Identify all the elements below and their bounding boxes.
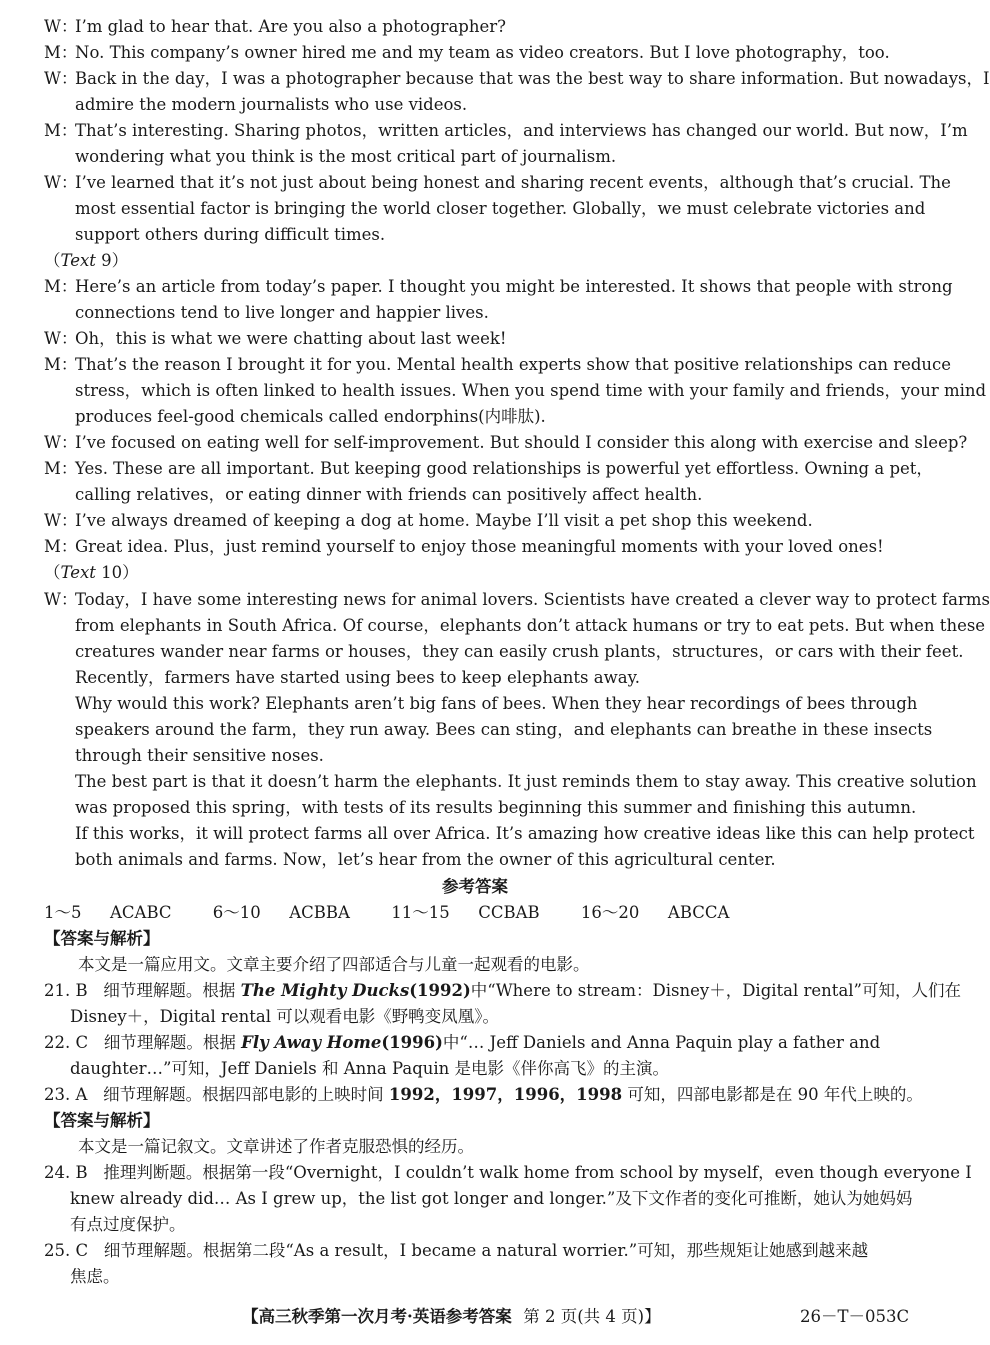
monologue-line-cont: creatures wander near farms or houses，they can easily crush plants，structures，or cars with their feet. xyxy=(75,642,964,661)
monologue-line-cont: The best part is that it doesn’t harm the elephants. It just reminds them to stay away. This creative solution xyxy=(75,772,977,791)
dialogue-line: W：I’m glad to hear that. Are you also a photographer? xyxy=(44,17,506,36)
answer-group: 16～20 ABCCA xyxy=(580,903,730,922)
answer-group: 11～15 CCBAB xyxy=(391,903,540,922)
dialogue-line-cont: support others during difficult times. xyxy=(75,225,386,244)
analysis-item-25-cont: 焦虑。 xyxy=(70,1267,120,1286)
footer-code: 26－T－053C xyxy=(800,1307,910,1326)
dialogue-line: W：Back in the day，I was a photographer because that was the best way to share information. But nowadays，I xyxy=(44,69,990,88)
text10-heading: （Text 10） xyxy=(44,563,139,582)
footer-title: 【高三秋季第一次月考·英语参考答案 第 2 页(共 4 页)】 xyxy=(242,1307,661,1326)
monologue-line-cont: If this works，it will protect farms all over Africa. It’s amazing how creative ideas like this can help protect xyxy=(75,824,975,843)
analysis-item-24-cont: knew already did… As I grew up，the list got longer and longer.”及下文作者的变化可推断，她认为她妈妈 xyxy=(70,1189,913,1208)
answer-group: 1～5 ACABC xyxy=(44,903,172,922)
monologue-line-cont: Recently，farmers have started using bees to keep elephants away. xyxy=(75,668,640,687)
analysis-header: 【答案与解析】 xyxy=(44,929,160,948)
analysis-item-21-cont: Disney＋，Digital rental 可以观看电影《野鸭变凤凰》。 xyxy=(70,1007,500,1026)
monologue-line: W：Today，I have some interesting news for animal lovers. Scientists have created a clever way to protect farms xyxy=(44,590,990,609)
monologue-line-cont: from elephants in South Africa. Of course，elephants don’t attack humans or try to eat pets. But when these xyxy=(75,616,986,635)
analysis-intro: 本文是一篇应用文。文章主要介绍了四部适合与儿童一起观看的电影。 xyxy=(78,955,590,974)
dialogue-line-cont: stress，which is often linked to health issues. When you spend time with your family and friends，your mind xyxy=(75,381,987,400)
monologue-line-cont: Why would this work? Elephants aren’t big fans of bees. When they hear recordings of bees through xyxy=(75,694,918,713)
answer-key-row xyxy=(44,900,910,926)
monologue-line-cont: speakers around the farm，they run away. Bees can sting，and elephants can breathe in these insects xyxy=(75,720,933,739)
answer-group: 6～10 ACBBA xyxy=(212,903,350,922)
dialogue-line-cont: admire the modern journalists who use videos. xyxy=(75,95,468,114)
analysis-item-24-cont: 有点过度保护。 xyxy=(70,1215,186,1234)
dialogue-line: W：I’ve learned that it’s not just about being honest and sharing recent events，although that’s crucial. The xyxy=(44,173,951,192)
analysis-item-21: 21. B 细节理解题。根据 The Mighty Ducks(1992)中“Where to stream：Disney＋，Digital rental”可知，人们在 xyxy=(44,981,961,1000)
text9-heading: （Text 9） xyxy=(44,251,129,270)
answer-key-title: 参考答案 xyxy=(442,877,508,896)
dialogue-line: W：Oh，this is what we were chatting about last week! xyxy=(44,329,507,348)
monologue-line-cont: both animals and farms. Now，let’s hear from the owner of this agricultural center. xyxy=(75,850,776,869)
monologue-line-cont: was proposed this spring，with tests of its results beginning this summer and finishing this autumn. xyxy=(75,798,917,817)
dialogue-line: M：That’s interesting. Sharing photos，written articles，and interviews has changed our world. But now，I’m xyxy=(44,121,968,140)
dialogue-line-cont: produces feel-good chemicals called endorphins(内啡肽). xyxy=(75,407,546,426)
analysis-item-22-cont: daughter…”可知，Jeff Daniels 和 Anna Paquin 是电影《伴你高飞》的主演。 xyxy=(70,1059,670,1078)
dialogue-line-cont: connections tend to live longer and happier lives. xyxy=(75,303,489,322)
analysis-header: 【答案与解析】 xyxy=(44,1111,160,1130)
dialogue-line: M：That’s the reason I brought it for you. Mental health experts show that positive relationships can reduce xyxy=(44,355,952,374)
analysis-item-23: 23. A 细节理解题。根据四部电影的上映时间 1992，1997，1996，1998 可知，四部电影都是在 90 年代上映的。 xyxy=(44,1085,923,1104)
analysis-item-25: 25. C 细节理解题。根据第二段“As a result，I became a natural worrier.”可知，那些规矩让她感到越来越 xyxy=(44,1241,869,1260)
dialogue-line: M：Great idea. Plus，just remind yourself to enjoy those meaningful moments with your loved ones! xyxy=(44,537,884,556)
dialogue-line-cont: calling relatives，or eating dinner with friends can positively affect health. xyxy=(75,485,703,504)
dialogue-line-cont: wondering what you think is the most critical part of journalism. xyxy=(75,147,617,166)
dialogue-line: M：Here’s an article from today’s paper. I thought you might be interested. It shows that people with strong xyxy=(44,277,953,296)
analysis-intro: 本文是一篇记叙文。文章讲述了作者克服恐惧的经历。 xyxy=(78,1137,474,1156)
dialogue-line: M：No. This company’s owner hired me and my team as video creators. But I love photography，too. xyxy=(44,43,890,62)
dialogue-line: M：Yes. These are all important. But keeping good relationships is powerful yet effortless. Owning a pet， xyxy=(44,459,933,478)
monologue-line-cont: through their sensitive noses. xyxy=(75,746,324,765)
analysis-item-24: 24. B 推理判断题。根据第一段“Overnight，I couldn’t walk home from school by myself，even though everyone I xyxy=(44,1163,972,1182)
analysis-item-22: 22. C 细节理解题。根据 Fly Away Home(1996)中“… Jeff Daniels and Anna Paquin play a father and xyxy=(44,1033,881,1052)
dialogue-line: W：I’ve always dreamed of keeping a dog at home. Maybe I’ll visit a pet shop this weekend. xyxy=(44,511,813,530)
dialogue-line-cont: most essential factor is bringing the world closer together. Globally，we must celebrate victories and xyxy=(75,199,926,218)
dialogue-line: W：I’ve focused on eating well for self-improvement. But should I consider this along with exercise and sleep? xyxy=(44,433,968,452)
